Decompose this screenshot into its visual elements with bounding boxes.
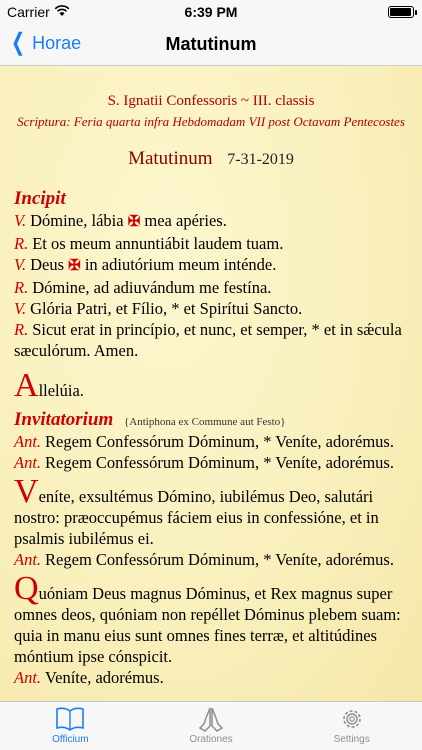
book-icon (55, 706, 85, 732)
response-line: R. Dómine, ad adiuvándum me festína. (14, 278, 272, 297)
navigation-bar (0, 24, 422, 66)
alleluia-line: Allelúia. (14, 367, 84, 404)
page-title: Matutinum (165, 34, 257, 54)
antiphon-line: Ant. Regem Confessórum Dóminum, * Veníte, adorémus. (14, 453, 394, 472)
tab-bar (0, 701, 422, 750)
gear-icon (337, 706, 367, 732)
back-label: Horae (32, 32, 82, 53)
tab-officium[interactable] (0, 702, 141, 750)
psalm-verse: Veníte, exsultémus Dómino, iubilémus Deo, salutári nostro: præoccupémus fáciem eius in confessióne, et in psalmis iubilémus ei. (14, 473, 379, 548)
tab-label: Settings (333, 734, 370, 745)
clock: 6:39 PM (184, 4, 238, 20)
response-line: R. Sicut erat in princípio, et nunc, et semper, * et in sǽcula sæculórum. Amen. (14, 320, 402, 360)
tab-label: Officium (52, 734, 89, 745)
status-bar (0, 0, 422, 24)
battery-icon (388, 6, 414, 18)
incipit-title: Incipit (14, 188, 66, 209)
initial-capital: V (14, 473, 39, 510)
office-date: 7-31-2019 (227, 151, 294, 168)
carrier-label: Carrier (7, 4, 50, 20)
hour-heading (14, 148, 408, 170)
tab-settings[interactable] (281, 702, 422, 750)
scriptura-line: Scriptura: Feria quarta infra Hebdomadam VII post Octavam Pentecostes (17, 114, 405, 129)
initial-capital: A (14, 367, 39, 404)
invitatorium-title: Invitatorium {Antiphona ex Commune aut Festo} (14, 409, 286, 430)
chevron-left-icon: ❮ (11, 29, 26, 56)
versicle-line: V. Glória Patri, et Fílio, * et Spirítui Sancto. (14, 299, 303, 318)
office-text[interactable] (0, 67, 422, 701)
antiphon-line: Ant. Regem Confessórum Dóminum, * Veníte, adorémus. (14, 432, 394, 451)
tab-label: Orationes (189, 734, 233, 745)
tab-orationes[interactable] (141, 702, 282, 750)
versicle-line: V. Deus ✠ in adiutórium meum inténde. (14, 255, 277, 274)
feast-heading: S. Ignatii Confessoris ~ III. classis (107, 93, 315, 109)
cross-icon: ✠ (127, 214, 141, 230)
versicle-line: V. Dómine, lábia ✠ mea apéries. (14, 211, 227, 230)
initial-capital: Q (14, 570, 39, 607)
antiphon-line: Ant. Veníte, adorémus. (14, 668, 164, 687)
cross-icon: ✠ (68, 258, 81, 274)
antiphon-line: Ant. Regem Confessórum Dóminum, * Veníte, adorémus. (14, 550, 394, 569)
response-line: R. Et os meum annuntiábit laudem tuam. (14, 234, 284, 253)
hour-name: Matutinum (128, 148, 213, 169)
psalm-verse: Quóniam Deus magnus Dóminus, et Rex magnus super omnes deos, quóniam non repéllet Dóminus plebem suam: quia in manu eius sunt omnes fines terræ, et altitúdines móntium ipse cónspicit. (14, 570, 401, 666)
invitatorium-note: {Antiphona ex Commune aut Festo} (124, 416, 286, 428)
praying-hands-icon (196, 706, 226, 732)
